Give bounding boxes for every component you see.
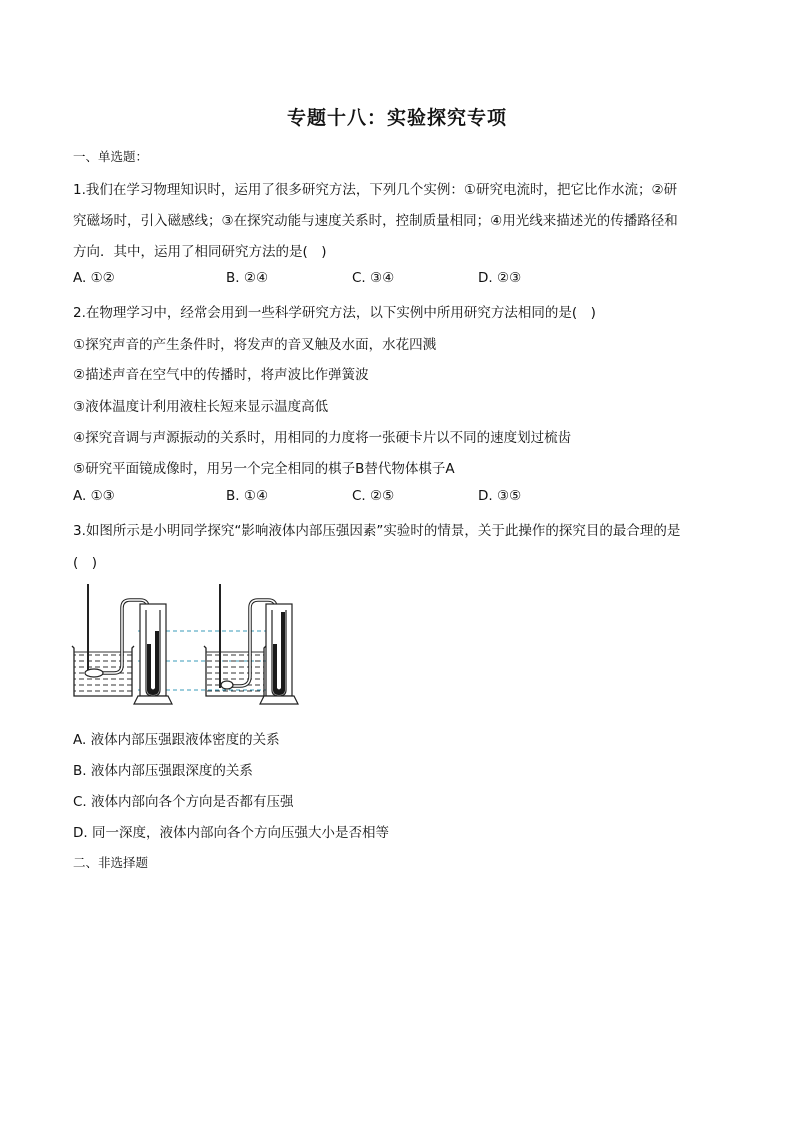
q1-stem-line-3: 方向．其中，运用了相同研究方法的是( )	[73, 244, 327, 260]
q2-item-4: ④探究音调与声源振动的关系时，用相同的力度将一张硬卡片以不同的速度划过梳齿	[73, 430, 572, 446]
q1-option-d[interactable]: D. ②③	[478, 270, 522, 286]
q1-stem-line-2: 究磁场时，引入磁感线；③在探究动能与速度关系时，控制质量相同；④用光线来描述光的传播路径和	[73, 213, 678, 229]
section-heading-non-choice: 二、非选择题	[73, 855, 149, 870]
q2-stem: 2.在物理学习中，经常会用到一些科学研究方法，以下实例中所用研究方法相同的是( )	[73, 305, 596, 321]
q1-option-c[interactable]: C. ③④	[352, 270, 395, 286]
page-title: 专题十八：实验探究专项	[286, 107, 507, 129]
q2-item-3: ③液体温度计利用液柱长短来显示温度高低	[73, 399, 329, 415]
q2-option-b[interactable]: B. ①④	[226, 488, 269, 504]
q1-option-a[interactable]: A. ①②	[73, 270, 115, 286]
q3-stem-line-1: 3.如图所示是小明同学探究“影响液体内部压强因素”实验时的情景，关于此操作的探究目的最合理的是	[73, 523, 681, 539]
q1-stem-line-1: 1.我们在学习物理知识时，运用了很多研究方法，下列几个实例：①研究电流时，把它比作水流；②研	[73, 182, 678, 198]
pressure-experiment-figure	[70, 580, 320, 706]
q1-options	[73, 270, 753, 290]
q3-stem-line-2: ( )	[73, 555, 98, 571]
q3-option-c[interactable]: C. 液体内部向各个方向是否都有压强	[73, 794, 294, 810]
q2-options	[73, 488, 753, 508]
q2-item-1: ①探究声音的产生条件时，将发声的音叉触及水面，水花四溅	[73, 337, 437, 353]
q2-item-2: ②描述声音在空气中的传播时，将声波比作弹簧波	[73, 367, 369, 383]
q2-item-5: ⑤研究平面镜成像时，用另一个完全相同的棋子B替代物体棋子A	[73, 461, 455, 477]
q3-option-a[interactable]: A. 液体内部压强跟液体密度的关系	[73, 732, 280, 748]
setup-left	[72, 584, 172, 704]
setup-right	[204, 584, 298, 704]
q2-option-a[interactable]: A. ①③	[73, 488, 115, 504]
q2-option-c[interactable]: C. ②⑤	[352, 488, 395, 504]
q2-option-d[interactable]: D. ③⑤	[478, 488, 522, 504]
q1-option-b[interactable]: B. ②④	[226, 270, 269, 286]
q3-option-b[interactable]: B. 液体内部压强跟深度的关系	[73, 763, 253, 779]
section-heading-single-choice: 一、单选题：	[73, 149, 149, 164]
q3-option-d[interactable]: D. 同一深度，液体内部向各个方向压强大小是否相等	[73, 825, 389, 841]
